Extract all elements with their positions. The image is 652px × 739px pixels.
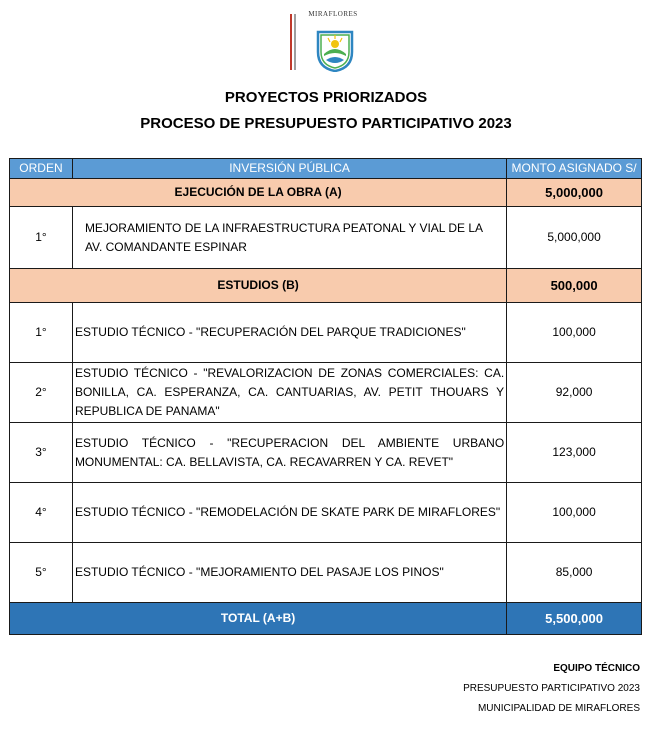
table-row xyxy=(10,363,642,423)
row-description: ESTUDIO TÉCNICO - "RECUPERACION DEL AMBIENTE URBANO MONUMENTAL: CA. BELLAVISTA, CA. RECAVARREN Y CA. REVET" xyxy=(72,423,506,483)
footer-municipality: MUNICIPALIDAD DE MIRAFLORES xyxy=(477,703,640,714)
total-amount: 5,500,000 xyxy=(507,603,642,635)
row-orden: 4° xyxy=(10,483,73,543)
row-amount: 5,000,000 xyxy=(507,207,642,269)
logo-red-bar xyxy=(290,14,292,70)
row-amount: 92,000 xyxy=(507,363,642,423)
header-monto: MONTO ASIGNADO S/ xyxy=(507,159,642,179)
section-b-label: ESTUDIOS (B) xyxy=(10,269,507,303)
row-description: ESTUDIO TÉCNICO - "REVALORIZACION DE ZONAS COMERCIALES: CA. BONILLA, CA. ESPERANZA, CA. CANTUARIAS, AV. PETIT THOUARS Y REPUBLICA DE PANAMA" xyxy=(72,363,506,423)
miraflores-logo xyxy=(290,10,360,74)
footer-program: PRESUPUESTO PARTICIPATIVO 2023 xyxy=(463,683,640,694)
table-row xyxy=(10,207,642,269)
total-label: TOTAL (A+B) xyxy=(10,603,507,635)
table-row xyxy=(10,423,642,483)
table-row xyxy=(10,303,642,363)
logo-gray-bar xyxy=(294,14,296,70)
header-orden: ORDEN xyxy=(10,159,73,179)
row-amount: 85,000 xyxy=(507,543,642,603)
row-description: ESTUDIO TÉCNICO - "REMODELACIÓN DE SKATE PARK DE MIRAFLORES" xyxy=(72,483,506,543)
page-subtitle: PROCESO DE PRESUPUESTO PARTICIPATIVO 2023 xyxy=(140,115,512,132)
total-row xyxy=(10,603,642,635)
logo-name: MIRAFLORES xyxy=(308,10,358,18)
miraflores-shield-icon xyxy=(316,30,354,72)
footer-team: EQUIPO TÉCNICO xyxy=(553,663,640,674)
row-description: ESTUDIO TÉCNICO - "RECUPERACIÓN DEL PARQUE TRADICIONES" xyxy=(72,303,506,363)
table-header-row xyxy=(10,159,642,179)
page-title: PROYECTOS PRIORIZADOS xyxy=(224,89,428,106)
table-row xyxy=(10,543,642,603)
section-a-label: EJECUCIÓN DE LA OBRA (A) xyxy=(10,179,507,207)
row-description: ESTUDIO TÉCNICO - "MEJORAMIENTO DEL PASAJE LOS PINOS" xyxy=(72,543,506,603)
header-inversion: INVERSIÓN PÚBLICA xyxy=(72,159,506,179)
table-row xyxy=(10,483,642,543)
section-b-row xyxy=(10,269,642,303)
row-amount: 100,000 xyxy=(507,483,642,543)
row-orden: 1° xyxy=(10,303,73,363)
section-a-row xyxy=(10,179,642,207)
row-description: MEJORAMIENTO DE LA INFRAESTRUCTURA PEATONAL Y VIAL DE LA AV. COMANDANTE ESPINAR xyxy=(72,207,506,269)
row-amount: 123,000 xyxy=(507,423,642,483)
row-orden: 2° xyxy=(10,363,73,423)
section-b-amount: 500,000 xyxy=(507,269,642,303)
projects-table xyxy=(9,158,642,635)
row-orden: 5° xyxy=(10,543,73,603)
section-a-amount: 5,000,000 xyxy=(507,179,642,207)
row-amount: 100,000 xyxy=(507,303,642,363)
row-orden: 1° xyxy=(10,207,73,269)
row-orden: 3° xyxy=(10,423,73,483)
